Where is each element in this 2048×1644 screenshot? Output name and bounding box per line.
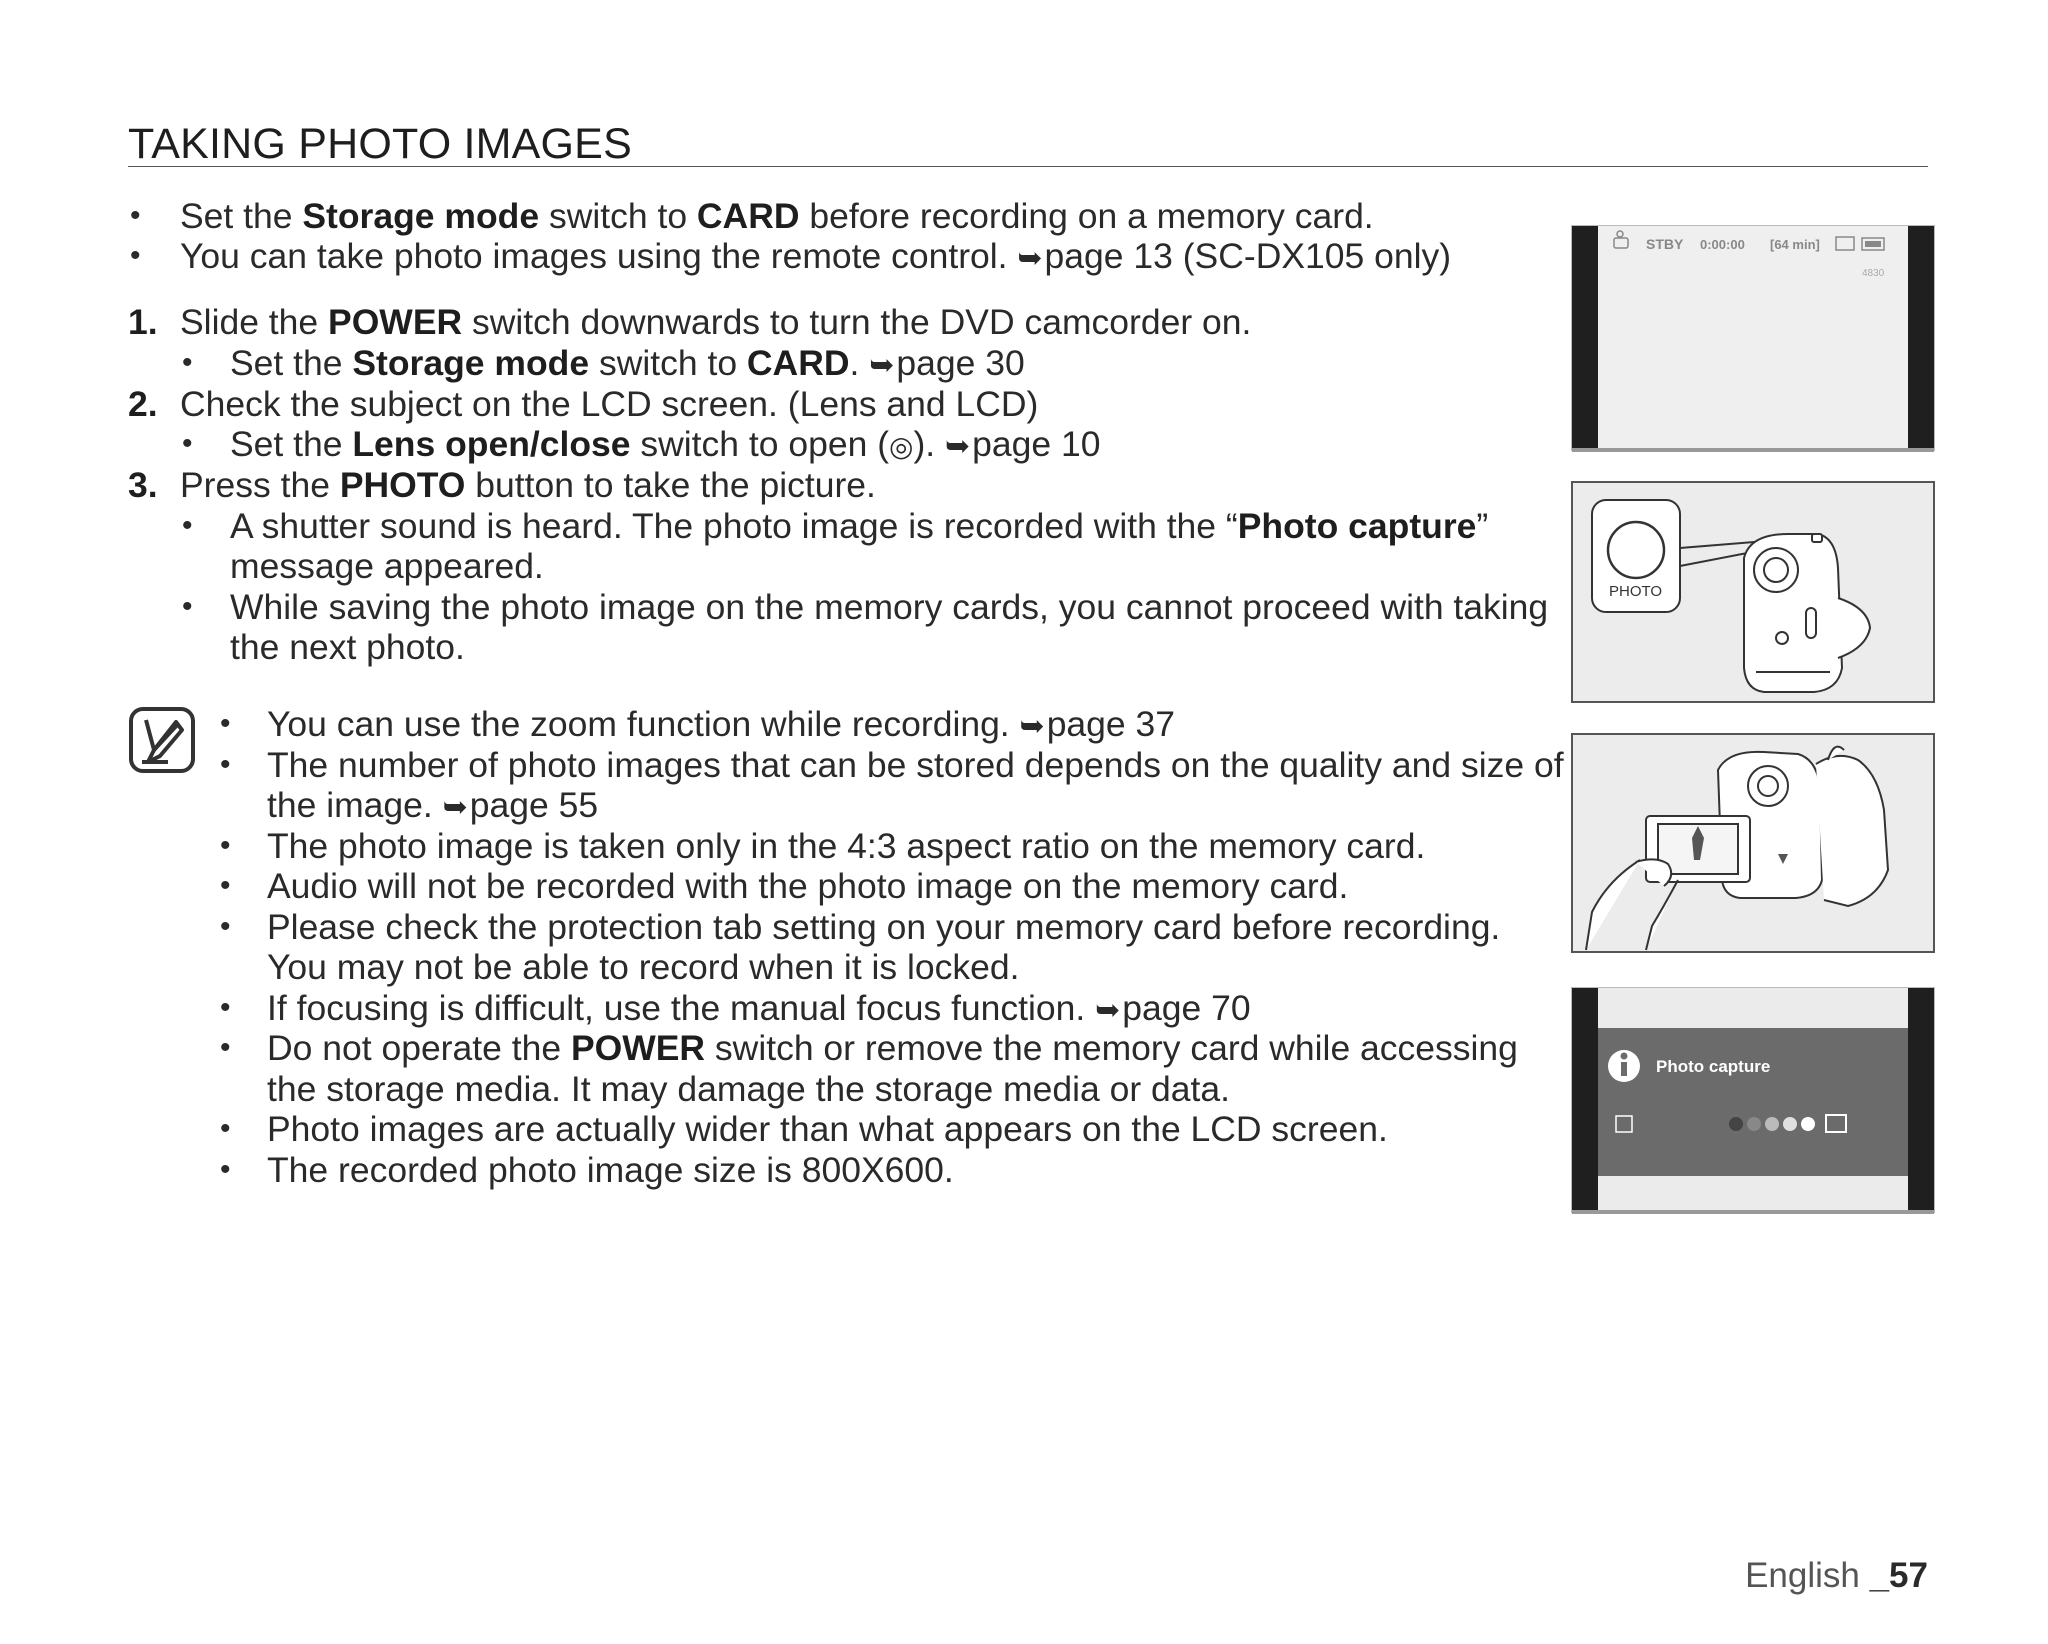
bullet: • — [182, 509, 193, 542]
bullet: • — [220, 910, 231, 943]
page-ref-link[interactable]: page 70 — [1122, 988, 1251, 1028]
step-1-sub: Set the Storage mode switch to CARD. ➥page 30 — [230, 343, 1025, 383]
step-3-sub-2: While saving the photo image on the memory cards, you cannot proceed with taking — [230, 587, 1549, 627]
note-4: Audio will not be recorded with the photo image on the memory card. — [267, 866, 1349, 906]
page-ref-link[interactable]: page 37 — [1046, 704, 1176, 744]
step-2-text: Check the subject on the LCD screen. (Lens and LCD) — [180, 384, 1039, 424]
lcd-status: STBY — [1646, 236, 1684, 252]
step-2-sub: Set the Lens open/close switch to open (◎). ➥page 10 — [230, 424, 1101, 464]
note-3: The photo image is taken only in the 4:3 aspect ratio on the memory card. — [267, 826, 1426, 866]
intro-line-1: Set the Storage mode switch to CARD before recording on a memory card. — [180, 196, 1374, 236]
lcd-remaining: [64 min] — [1770, 237, 1820, 252]
bullet: • — [220, 1031, 231, 1064]
page-ref-link[interactable]: page 30 — [896, 343, 1025, 383]
note-2: The number of photo images that can be stored depends on the quality and size of — [267, 745, 1564, 785]
figure-photo-capture-screen — [1568, 984, 1938, 1216]
note-5: Please check the protection tab setting on your memory card before recording. — [267, 907, 1501, 947]
title-rule — [128, 166, 1928, 167]
note-2-cont: the image. ➥page 55 — [267, 785, 599, 825]
info-icon — [1608, 1050, 1640, 1082]
bullet: • — [130, 239, 141, 272]
lcd-count: 4830 — [1862, 268, 1885, 279]
step-3-sub-1-cont: message appeared. — [230, 546, 544, 586]
page-number: _57 — [1869, 1556, 1928, 1595]
page-ref-arrow-icon: ➥ — [945, 430, 971, 463]
bullet: • — [220, 707, 231, 740]
bullet: • — [220, 991, 231, 1024]
page-ref-link[interactable]: page 13 (SC-DX105 only) — [1044, 236, 1452, 276]
bullet: • — [182, 346, 193, 379]
step-3-sub-1: A shutter sound is heard. The photo image is recorded with the “Photo capture” — [230, 506, 1489, 546]
bullet: • — [220, 869, 231, 902]
footer-language: English — [1745, 1556, 1860, 1595]
bullet: • — [130, 199, 141, 232]
step-3-sub-2-cont: the next photo. — [230, 627, 465, 667]
bullet: • — [182, 427, 193, 460]
bullet: • — [220, 1153, 231, 1186]
bullet: • — [220, 748, 231, 781]
figure-lcd-standby — [1568, 222, 1938, 454]
photo-capture-message: Photo capture — [1656, 1057, 1771, 1076]
page-footer — [1745, 1556, 1928, 1596]
note-7: Do not operate the POWER switch or remove the memory card while accessing — [267, 1028, 1518, 1068]
step-number: 2. — [128, 384, 158, 424]
photo-button-label: PHOTO — [1609, 583, 1663, 600]
figure-holding-camcorder — [1568, 730, 1938, 956]
step-number: 1. — [128, 302, 158, 342]
step-1-text: Slide the POWER switch downwards to turn the DVD camcorder on. — [180, 302, 1252, 342]
page-ref-arrow-icon: ➥ — [869, 349, 895, 382]
note-8: Photo images are actually wider than what appears on the LCD screen. — [267, 1109, 1388, 1149]
page-ref-arrow-icon: ➥ — [442, 791, 468, 824]
note-7-cont: the storage media. It may damage the storage media or data. — [267, 1069, 1230, 1109]
note-pencil-icon — [128, 706, 196, 774]
lcd-time: 0:00:00 — [1700, 237, 1745, 252]
note-5-cont: You may not be able to record when it is locked. — [267, 947, 1020, 987]
bullet: • — [220, 1112, 231, 1145]
page-ref-link[interactable]: page 10 — [972, 424, 1101, 464]
note-1: You can use the zoom function while recording. ➥page 37 — [267, 704, 1176, 744]
intro-line-2: You can take photo images using the remote control. ➥page 13 (SC-DX105 only) — [180, 236, 1452, 276]
note-6: If focusing is difficult, use the manual focus function. ➥page 70 — [267, 988, 1251, 1028]
page-title: TAKING PHOTO IMAGES — [128, 120, 632, 168]
figure-photo-button — [1568, 478, 1938, 706]
page-ref-arrow-icon: ➥ — [1095, 994, 1121, 1027]
step-number: 3. — [128, 465, 158, 505]
page-ref-link[interactable]: page 55 — [469, 785, 599, 825]
bullet: • — [220, 829, 231, 862]
step-3-text: Press the PHOTO button to take the picture. — [180, 465, 876, 505]
lens-open-icon: ◎ — [889, 431, 914, 462]
bullet: • — [182, 590, 193, 623]
page-ref-arrow-icon: ➥ — [1019, 710, 1045, 743]
page-ref-arrow-icon: ➥ — [1017, 242, 1043, 275]
note-9: The recorded photo image size is 800X600. — [267, 1150, 954, 1190]
